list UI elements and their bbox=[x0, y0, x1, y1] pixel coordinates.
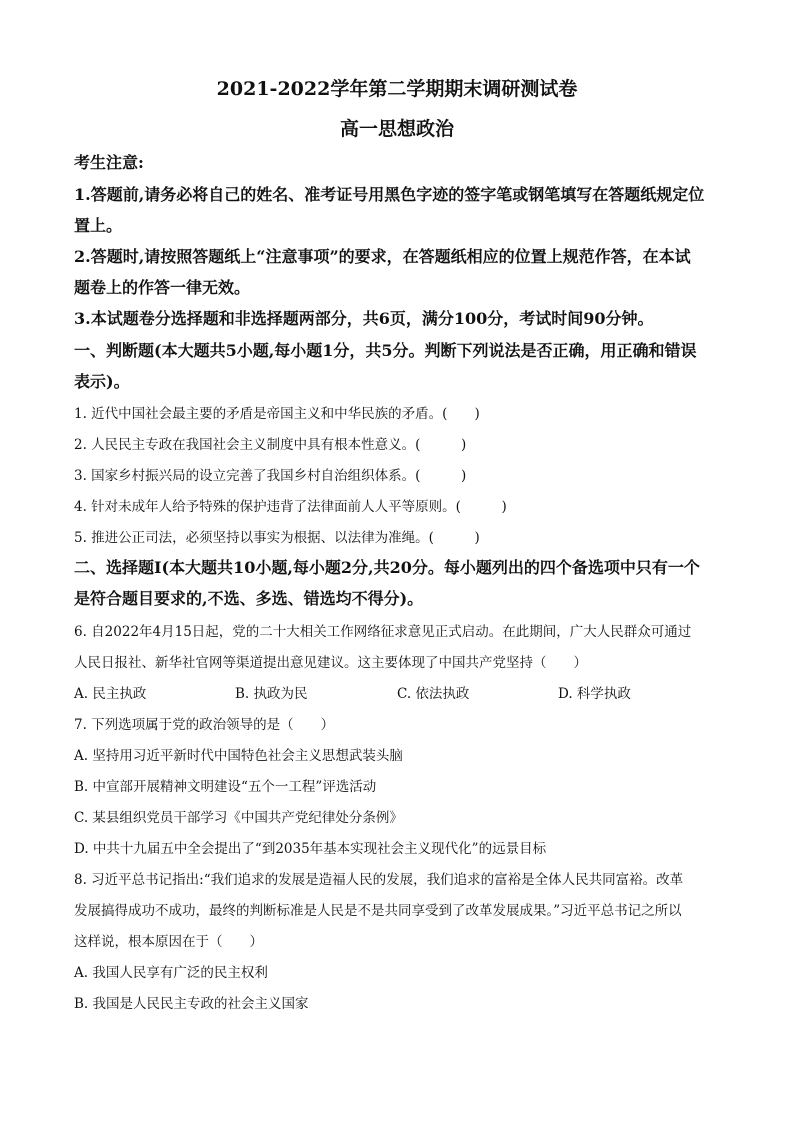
option-a: A. 民主执政 bbox=[74, 686, 147, 702]
option-a: A. 我国人民享有广泛的民主权利 bbox=[74, 965, 268, 981]
judgment-question: 1. 近代中国社会最主要的矛盾是帝国主义和中华民族的矛盾。( ) bbox=[74, 406, 480, 422]
notice-line: 2.答题时,请按照答题纸上“注意事项”的要求，在答题纸相应的位置上规范作答，在本试 bbox=[74, 247, 691, 266]
option-c: C. 依法执政 bbox=[397, 686, 470, 702]
question-stem: 6. 自2022年4月15日起，党的二十大相关工作网络征求意见正式启动。在此期间，广大人民群众可通过 bbox=[74, 624, 692, 640]
option-b: B. 我国是人民民主专政的社会主义国家 bbox=[74, 996, 309, 1012]
question-stem: 人民日报社、新华社官网等渠道提出意见建议。这主要体现了中国共产党坚持（ ） bbox=[74, 655, 587, 671]
notice-line: 3.本试题卷分选择题和非选择题两部分，共6页，满分100分，考试时间90分钟。 bbox=[74, 309, 654, 328]
notice-line: 1.答题前,请务必将自己的姓名、准考证号用黑色字迹的签字笔或钢笔填写在答题纸规定位 bbox=[74, 185, 705, 204]
option-b: B. 执政为民 bbox=[235, 686, 308, 702]
option-a: A. 坚持用习近平新时代中国特色社会主义思想武装头脑 bbox=[74, 748, 403, 764]
section-heading: 表示)。 bbox=[74, 372, 130, 391]
judgment-question: 3. 国家乡村振兴局的设立完善了我国乡村自治组织体系。( ) bbox=[74, 468, 467, 484]
exam-title: 2021-2022学年第二学期期末调研测试卷 bbox=[216, 78, 578, 100]
section-heading: 是符合题目要求的,不选、多选、错选均不得分)。 bbox=[74, 589, 424, 608]
judgment-question: 2. 人民民主专政在我国社会主义制度中具有根本性意义。( ) bbox=[74, 437, 467, 453]
notice-line: 题卷上的作答一律无效。 bbox=[74, 278, 251, 297]
option-c: C. 某县组织党员干部学习《中国共产党纪律处分条例》 bbox=[74, 810, 403, 826]
section-heading: 二、选择题Ⅰ(本大题共10小题,每小题2分,共20分。每小题列出的四个备选项中只有一个 bbox=[74, 558, 700, 577]
option-d: D. 科学执政 bbox=[558, 686, 631, 702]
judgment-question: 5. 推进公正司法，必须坚持以事实为根据、以法律为准绳。( ) bbox=[74, 530, 480, 546]
section-heading: 一、判断题(本大题共5小题,每小题1分，共5分。判断下列说法是否正确，用正确和错误 bbox=[74, 341, 697, 360]
question-stem: 这样说，根本原因在于（ ） bbox=[74, 934, 263, 950]
notice-line: 置上。 bbox=[74, 216, 123, 235]
exam-subject: 高一思想政治 bbox=[339, 118, 454, 140]
question-stem: 7. 下列选项属于党的政治领导的是（ ） bbox=[74, 717, 335, 733]
option-d: D. 中共十九届五中全会提出了“到2035年基本实现社会主义现代化”的远景目标 bbox=[74, 841, 547, 857]
question-stem: 发展搞得成功不成功，最终的判断标准是人民是不是共同享受到了改革发展成果。”习近平总书记之所以 bbox=[74, 903, 682, 919]
option-b: B. 中宣部开展精神文明建设“五个一工程”评选活动 bbox=[74, 779, 377, 795]
notice-heading: 考生注意: bbox=[74, 153, 144, 172]
question-stem: 8. 习近平总书记指出:“我们追求的发展是造福人民的发展，我们追求的富裕是全体人民共同富裕。改革 bbox=[74, 872, 684, 888]
judgment-question: 4. 针对未成年人给予特殊的保护违背了法律面前人人平等原则。( ) bbox=[74, 499, 507, 515]
